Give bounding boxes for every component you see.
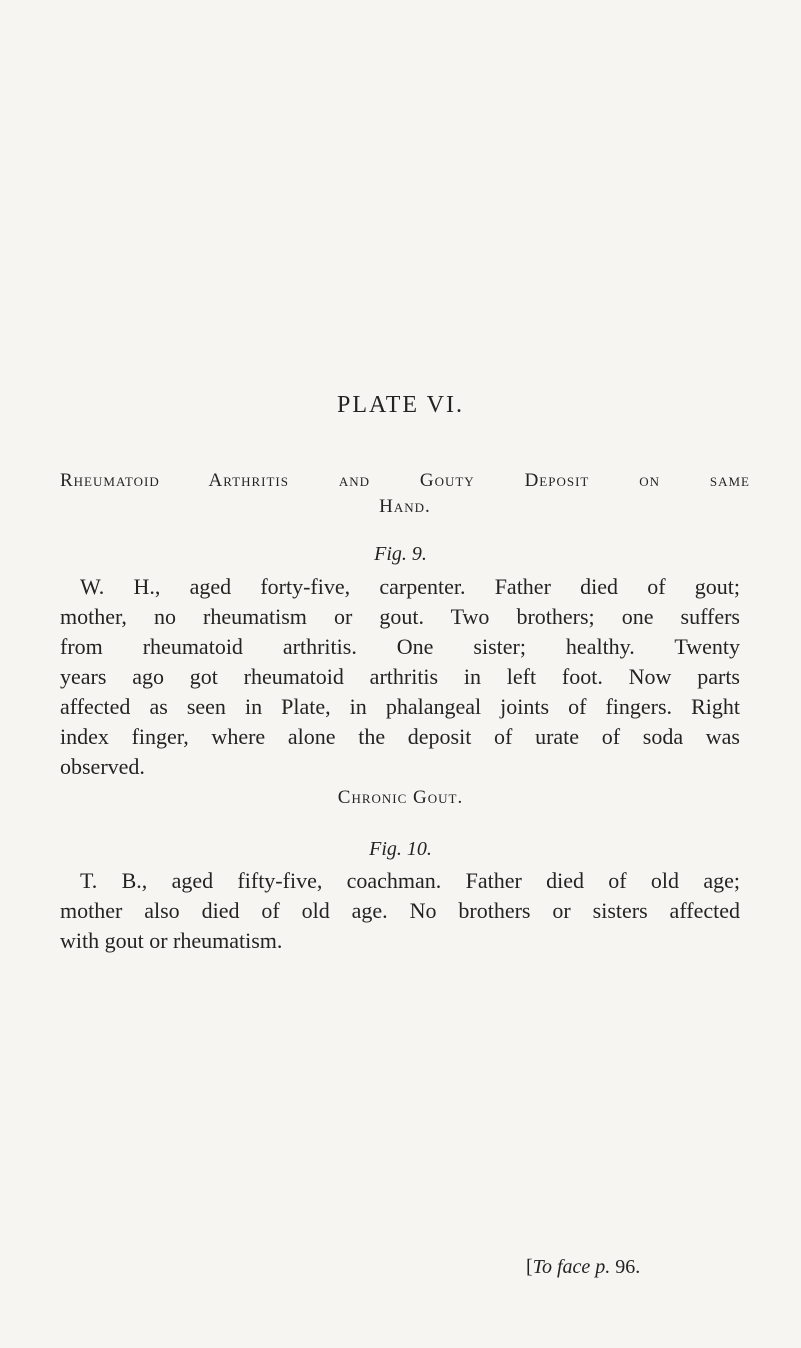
footer-to-face: To face bbox=[532, 1256, 591, 1278]
fig-10-label: Fig. 10. bbox=[369, 838, 432, 860]
paragraph-line: with gout or rheumatism. bbox=[60, 928, 283, 953]
case-paragraph-fig-10 bbox=[60, 866, 740, 956]
paragraph-line: mother, no rheumatism or gout. Two brothers; one suffers bbox=[60, 604, 740, 629]
footer-bracket: [ bbox=[526, 1256, 533, 1278]
paragraph-line: mother also died of old age. No brothers or sisters affected bbox=[60, 898, 740, 923]
paragraph-line: from rheumatoid arthritis. One sister; healthy. Twenty bbox=[60, 634, 740, 659]
footer-page-abbrev: p. bbox=[595, 1256, 611, 1278]
paragraph-line: observed. bbox=[60, 754, 145, 779]
paragraph-line: T. B., aged fifty-five, coachman. Father died of old age; bbox=[80, 868, 740, 893]
section-heading-line-2: Hand. bbox=[379, 496, 431, 517]
section-heading-rheumatoid bbox=[60, 470, 750, 518]
paragraph-line: years ago got rheumatoid arthritis in left foot. Now parts bbox=[60, 664, 740, 689]
case-paragraph-fig-9 bbox=[60, 572, 740, 782]
footer-page-number: 96. bbox=[615, 1256, 641, 1278]
section-heading-chronic-gout: Chronic Gout. bbox=[337, 787, 464, 808]
paragraph-line: affected as seen in Plate, in phalangeal joints of fingers. Right bbox=[60, 694, 740, 719]
fig-9-label: Fig. 9. bbox=[374, 543, 427, 565]
paragraph-line: index finger, where alone the deposit of urate of soda was bbox=[60, 724, 740, 749]
plate-title: PLATE VI. bbox=[337, 392, 464, 418]
facing-page-note bbox=[526, 1256, 640, 1279]
section-heading-line-1: Rheumatoid Arthritis and Gouty Deposit on same bbox=[60, 470, 750, 491]
paragraph-line: W. H., aged forty-five, carpenter. Father died of gout; bbox=[80, 574, 740, 599]
